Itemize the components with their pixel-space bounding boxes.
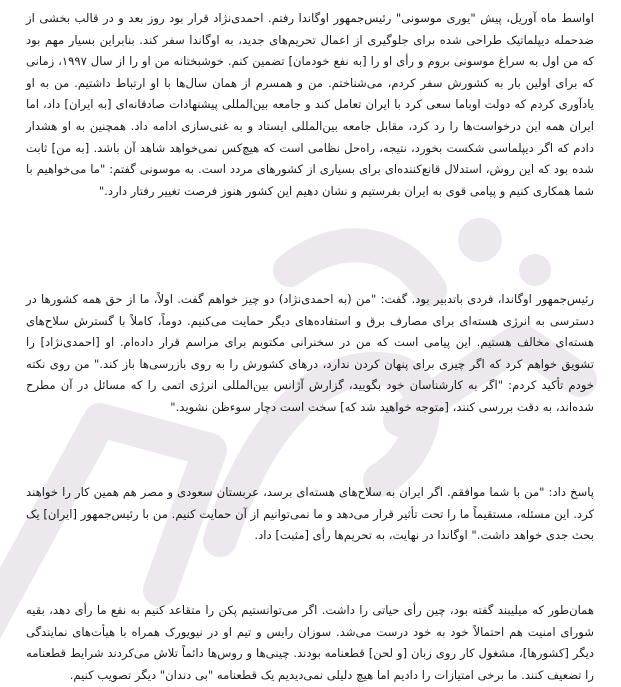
paragraph-2: رئیس‌جمهور اوگاندا، فردی باتدبیر بود. گفت: "من (به احمدی‌نژاد) دو چیز خواهم گفت. اولاً، ما از حق همه کشورها در دسترسی به انرژی هسته‌ای برای مصارف برق و استفاده‌های دیگر حمایت می‌کنیم. دوماً، کاملاً با گسترش سلاح‌های هسته‌ای مخالف هستیم. این پیامی است که من در سخنرانی مکتوبم برای مراسم قرار داده‌ام. او [احمدی‌نژاد] را تشویق خواهم کرد که اگر چیزی برای پنهان کردن ندارد، درهای کشورش را به روی بازرسی‌ها باز کند." من روی نکته خودم تأکید کردم: "اگر به کارشناسان خود بگویید، گزارش آژانس بین‌المللی انرژی اتمی را که مسائل در آن مطرح شده‌اند، به دقت بررسی کنند، [متوجه خواهید شد که] سخت است دچار سوءظن نشوید.": [26, 292, 594, 414]
paragraph-1: اواسط ماه آوریل، پیش "یوری موسونی" رئیس‌جمهور اوگاندا رفتم. احمدی‌نژاد قرار بود روز بعد و در قالب بخشی از ضدحمله دیپلماتیک طراحی شده برای جلوگیری از اعمال تحریم‌های جدید، به اوگاندا سفر کند. بنابراین بسیار مهم بود که من اول به سراغ موسونی بروم و رأی او را [به نفع خودمان] تضمین کنم. خوشبختانه من او را از سال ۱۹۹۷، زمانی که برای اولین بار به کشورش سفر کردم، می‌شناختم. من و همسرم از همان سال‌ها با او ارتباط داشتیم. من به او یادآوری کردم که دولت اوباما سعی کرد با ایران تعامل کند و جامعه بین‌المللی پیشنهادات صادقانه‌ای [به ایران] داد، اما ایران همه این درخواست‌ها را رد کرد، مقابل جامعه بین‌المللی ایستاد و به غنی‌سازی ادامه داد. همچنین به او هشدار دادم که اگر دیپلماسی شکست بخورد، نتیجه، راه‌حل نظامی است که هیچ‌کس نمی‌خواهد شاهد آن باشد. [به من] ثابت شده بود که این روش، استدلال قانع‌کننده‌ای برای بسیاری از کشورهای مردد است. به موسونی گفتم: "ما می‌خواهیم با شما همکاری کنیم و پیامی قوی به ایران بفرستیم و نشان دهیم این کشور هنوز فرصت تغییر رفتار دارد.": [26, 11, 594, 198]
paragraph-4: همان‌طور که میلیبند گفته بود، چین رأی حیاتی را داشت. اگر می‌توانستیم پکن را متقاعد کنیم به نفع ما رأی دهد، بقیه شورای امنیت هم احتمالاً خود به خود درست می‌شد. سوزان رایس و تیم او در نیویورک همراه با هیأت‌های نمایندگی دیگر [کشورها]، مشغول کار روی زبان [و لحن] قطعنامه بودند. چینی‌ها و روس‌ها دائماً تلاش می‌کردند شرایط قطعنامه را تضعیف کنند. ما برخی امتیازات را دادیم اما هیچ دلیلی نمی‌دیدیم یک قطعنامه "بی دندان" دیگر تصویب کنیم.: [26, 603, 594, 682]
paragraph-3: پاسخ داد: "من با شما موافقم. اگر ایران به سلاح‌های هسته‌ای برسد، عربستان سعودی و مصر هم همین کار را خواهند کرد. این مسئله، مستقیماً ما را تحت تأثیر قرار می‌دهد و ما نمی‌توانیم از آن حمایت کنیم. من با رئیس‌جمهور [ایران] یک بحث جدی خواهد داشت." اوگاندا در نهایت، به تحریم‌ها رأی [مثبت] داد.: [26, 485, 594, 543]
